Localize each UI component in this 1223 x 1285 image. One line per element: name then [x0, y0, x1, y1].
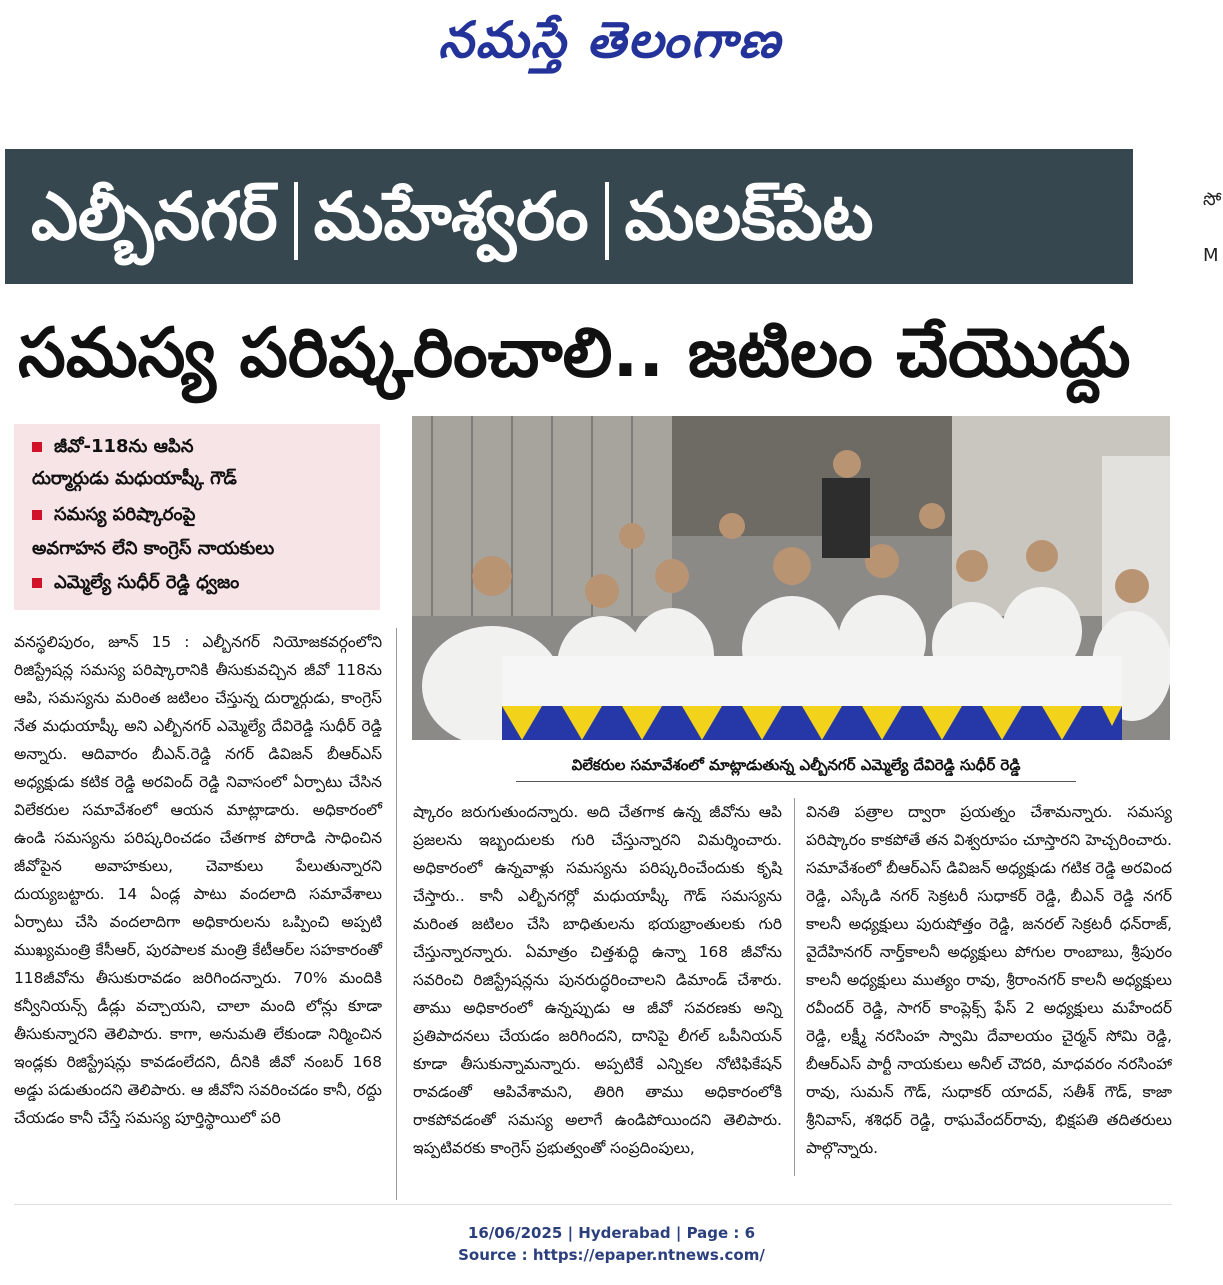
banner-section-3: మలక్‌పేట	[624, 178, 874, 255]
highlight-item-2	[32, 500, 195, 530]
column-divider	[794, 798, 795, 1176]
side-strip	[1133, 149, 1223, 284]
footer-date-page: 16/06/2025 | Hyderabad | Page : 6	[467, 1224, 756, 1242]
article-column-1	[14, 628, 382, 1200]
article-column-2	[413, 798, 782, 1176]
article-body-text: వనస్థలిపురం, జూన్ 15 : ఎల్బీనగర్ నియోజకవర్గంలోని రిజిస్ట్రేషన్ల సమస్య పరిష్కారానికి తీసుకువచ్చిన జీవో 118ను ఆపి, సమస్యను మరింత జటిలం చేస్తున్న దుర్మార్గుడు, కాంగ్రెస్ నేత మధుయాష్కీ అని ఎల్బీనగర్ ఎమ్మెల్యే దేవిరెడ్డి సుధీర్ రెడ్డి అన్నారు. ఆదివారం బీఎన్.రెడ్డి నగర్ డివిజన్ బీఆర్ఎస్ అధ్యక్షుడు కటిక రెడ్డి అరవింద్ రెడ్డి నివాసంలో ఏర్పాటు చేసిన విలేకరుల సమావేశంలో ఆయన మాట్లాడారు. అధికారంలో ఉండి సమస్యను పరిష్కరించడం చేతగాక పోరాడి సాధించిన జీవోపైన అవాహకులు, చెవాకులు పేలుతున్నారని దుయ్యబట్టారు. 14 ఏండ్ల పాటు వందలాది సమావేశాలు ఏర్పాటు చేసి వందలాదిగా అధికారులను ఒప్పించి అప్పటి ముఖ్యమంత్రి కేసీఆర్, పురపాలక మంత్రి కేటీఆర్‌ల సహకారంతో 118జీవోను తీసుకురావడం జరిగిందన్నారు. 70% మందికి కన్వీనియన్స్ డీడ్లు వచ్చాయని, చాలా మంది లోన్లు కూడా తీసుకున్నారని తెలిపారు. కాగా, అనుమతి లేకుండా నిర్మించిన ఇండ్లకు రిజిస్ట్రేషన్లు కావడంలేదని, దీనికి జీవో నంబర్ 168 అడ్డు పడుతుందని తెలిపారు. ఆ జీవోని సవరించడం కానీ, రద్దు చేయడం కానీ చేస్తే సమస్య పూర్తిస్థాయిలో పరి	[14, 633, 382, 1127]
highlight-item-2-cont	[32, 534, 274, 564]
banner-sections	[31, 149, 874, 284]
column-divider	[396, 628, 397, 1200]
highlight-text: జీవో-118ను ఆపిన	[54, 436, 194, 457]
page-footer	[0, 1222, 1223, 1266]
banner-section-1: ఎల్బీనగర్	[31, 178, 278, 255]
masthead	[0, 0, 1223, 80]
bullet-icon	[32, 442, 42, 452]
highlight-text: అవగాహన లేని కాంగ్రెస్ నాయకులు	[32, 538, 275, 559]
article-body-text: ష్కారం జరుగుతుందన్నారు. అది చేతగాక ఉన్న జీవోను ఆపి ప్రజలను ఇబ్బందులకు గురి చేస్తున్నారని విమర్శించారు. అధికారంలో ఉన్నవాళ్లు సమస్యను పరిష్కరించేందుకు కృషి చేస్తారు.. కానీ ఎల్బీనగర్లో మధుయాష్కీ గౌడ్ సమస్యను మరింత జటిలం చేసి బాధితులను భయభ్రాంతులకు గురి చేస్తున్నారన్నారు. ఏమాత్రం చిత్తశుద్ధి ఉన్నా 168 జీవోను సవరించి రిజిస్ట్రేషన్లను పునరుద్ధరించాలని డిమాండ్ చేశారు. తాము అధికారంలో ఉన్నప్పుడు ఆ జీవో సవరణకు అన్ని ప్రతిపాదనలు చేయడం జరిగిందని, దానిపై లీగల్ ఒపీనియన్ కూడా తీసుకున్నామన్నారు. అప్పటికే ఎన్నికల నోటిఫికేషన్ రావడంతో ఆపివేశామని, తిరిగి తాము అధికారంలోకి రాకపోవడంతో సమస్య అలాగే ఉండిపోయిందని తెలిపారు. ఇప్పటివరకు కాంగ్రెస్ ప్రభుత్వంతో సంప్రదింపులు,	[413, 803, 782, 1157]
photo-illustration	[412, 416, 1170, 740]
masthead-logo: నమస్తే తెలంగాణ	[438, 10, 782, 69]
section-banner	[5, 149, 1133, 284]
banner-divider	[605, 182, 609, 260]
side-strip-top: సో	[1203, 189, 1222, 210]
highlight-item-1	[32, 432, 193, 462]
press-meet-photo	[412, 416, 1170, 740]
article-headline: సమస్య పరిష్కరించాలి.. జటిలం చేయొద్దు	[18, 314, 1131, 393]
photo-caption: విలేకరుల సమావేశంలో మాట్లాడుతున్న ఎల్బీనగర్ ఎమ్మెల్యే దేవిరెడ్డి సుధీర్ రెడ్డి	[516, 749, 1076, 782]
highlight-item-3	[32, 568, 239, 598]
bullet-icon	[32, 578, 42, 588]
highlight-item-1-cont	[32, 464, 237, 494]
side-strip-bottom: M	[1203, 245, 1219, 266]
bullet-icon	[32, 510, 42, 520]
highlights-box	[14, 424, 380, 610]
highlight-text: ఎమ్మెల్యే సుధీర్ రెడ్డి ధ్వజం	[54, 572, 240, 593]
footer-source[interactable]: Source : https://epaper.ntnews.com/	[458, 1246, 765, 1264]
banner-divider	[294, 182, 298, 260]
highlight-text: దుర్మార్గుడు మధుయాష్కీ గౌడ్	[32, 468, 237, 489]
footer-divider	[14, 1204, 1172, 1205]
banner-section-2: మహేశ్వరం	[313, 178, 589, 255]
highlight-text: సమస్య పరిష్కారంపై	[54, 504, 196, 525]
article-column-3	[806, 798, 1172, 1176]
article-body-text: వినతి పత్రాల ద్వారా ప్రయత్నం చేశామన్నారు. సమస్య పరిష్కారం కాకపోతే తన విశ్వరూపం చూస్తారని హెచ్చరించారు. సమావేశంలో బీఆర్ఎస్ డివిజన్ అధ్యక్షుడు గటిక రెడ్డి అరవింద రెడ్డి, ఎస్కేడి నగర్ సెక్రటరీ సుధాకర్ రెడ్డి, బీఎన్ రెడ్డి నగర్ కాలనీ అధ్యక్షులు పురుషోత్తం రెడ్డి, జనరల్ సెక్రటరీ ధన్‌రాజ్, వైదేహినగర్ నార్త్‌కాలనీ అధ్యక్షులు పోగుల రాంబాబు, శ్రీపురం కాలనీ అధ్యక్షులు ముత్యం రావు, శ్రీరాంనగర్ కాలనీ అధ్యక్షులు రవీందర్ రెడ్డి, సాగర్ కాంప్లెక్స్ ఫేస్ 2 అధ్యక్షులు మహేందర్ రెడ్డి, లక్ష్మీ నరసింహ స్వామి దేవాలయం చైర్మన్ సోమి రెడ్డి, బీఆర్ఎస్ పార్టీ నాయకులు అనీల్ చౌదరి, మాధవరం నరసింహా రావు, సుమన్ గౌడ్, సుధాకర్ యాదవ్, సతీశ్ గౌడ్, కాజా శ్రీనివాస్, శశిధర్ రెడ్డి, రాఘవేందర్‌రావు, భిక్షపతి తదితరులు పాల్గొన్నారు.	[806, 803, 1172, 1157]
